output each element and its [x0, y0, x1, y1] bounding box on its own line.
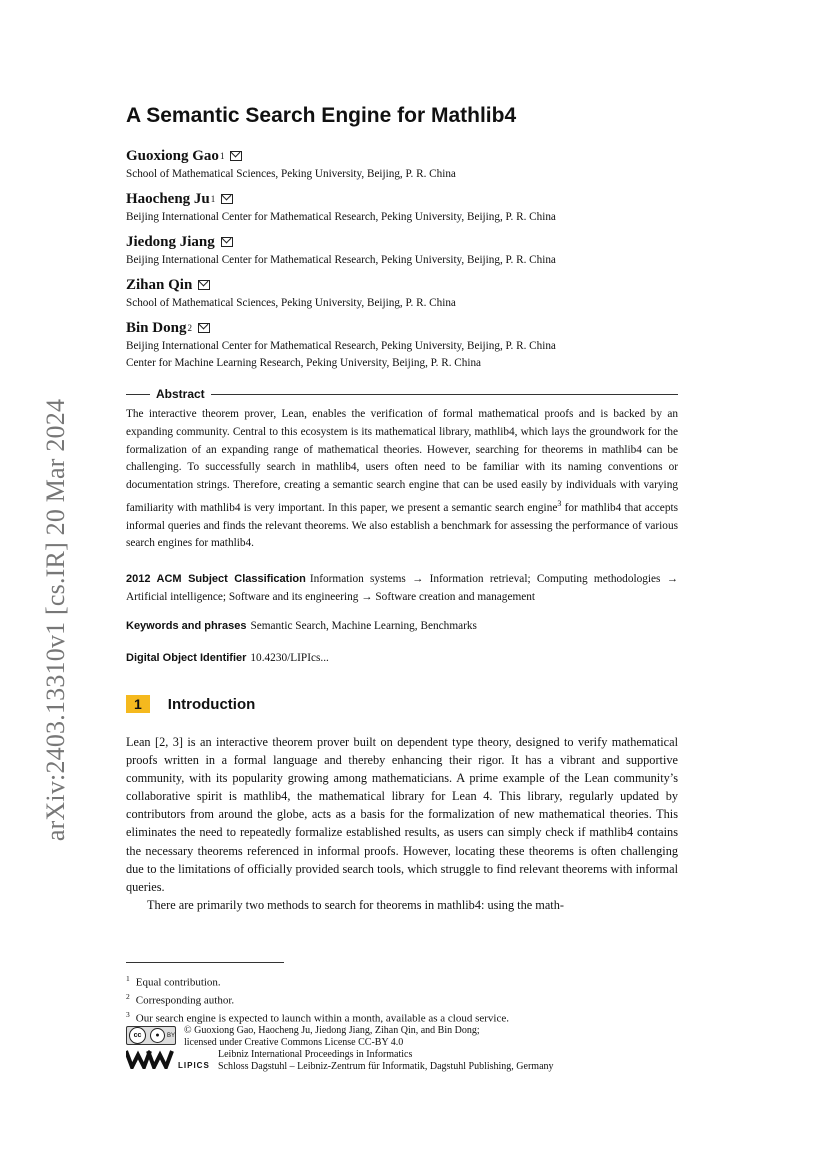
rule-line [126, 394, 150, 395]
author-footnote-mark: 2 [187, 323, 192, 333]
footnote-mark: 3 [557, 498, 562, 508]
section-number: 1 [126, 695, 150, 713]
footnote-text: Corresponding author. [135, 994, 235, 1007]
section-title: Introduction [167, 695, 256, 713]
cc-icon: cc [129, 1027, 146, 1044]
email-icon[interactable] [230, 151, 242, 161]
lipics-label: LIPICS [178, 1061, 210, 1070]
abstract-body-continued: for mathlib4 that accepts informal queries and finds the relevant theorems. We also establish a benchmark for assessing the performance of various search engines for mathlib4. [126, 501, 679, 550]
author-affiliation: School of Mathematical Sciences, Peking University, Beijing, P. R. China [126, 297, 456, 309]
keywords-text: Semantic Search, Machine Learning, Benchmarks [250, 620, 477, 632]
footnote [126, 972, 678, 990]
author-block [126, 275, 696, 312]
doi-label: Digital Object Identifier [126, 652, 247, 664]
author-block [126, 189, 696, 226]
author-name: Haocheng Ju [126, 190, 210, 207]
doi [126, 650, 678, 668]
author-name: Bin Dong [126, 319, 187, 336]
footnote-mark: 1 [126, 974, 130, 983]
author-block [126, 232, 696, 269]
arxiv-sidebar [36, 0, 76, 1171]
author-name: Jiedong Jiang [126, 233, 215, 250]
keywords [126, 618, 678, 636]
doi-text: 10.4230/LIPIcs... [250, 652, 329, 664]
abstract-heading [126, 387, 678, 401]
author-affiliation: Beijing International Center for Mathematical Research, Peking University, Beijing, P. R. China [126, 340, 556, 352]
lipics-logo-icon [126, 1049, 174, 1069]
author-affiliation: School of Mathematical Sciences, Peking University, Beijing, P. R. China [126, 168, 456, 180]
publisher-line: Schloss Dagstuhl – Leibniz-Zentrum für Informatik, Dagstuhl Publishing, Germany [218, 1060, 554, 1072]
paragraph: Lean [2, 3] is an interactive theorem prover built on dependent type theory, designed to verify mathematical proofs written in a formal language and thereby enhancing their rigor. It has a vibrant and supportive community, with its popularity growing among mathematicians. A prime example of the Lean community’s collaborative spirit is mathlib4, the mathematical library for Lean 4. This library, regularly updated by contributors from around the globe, acts as a basis for the formalization of new mathematical theories. This eliminates the need to repeatedly formalize established results, as users can simply check if mathlib4 contains the necessary theorems referenced in informal proofs. However, locating these theorems is often challenging due to the limitations of officially provided search tools, which struggle to find relevant theorems with informal queries. [126, 735, 678, 894]
acm-text: Information systems → Information retrieval; Computing methodologies → Artificial intelligence; Software and its engineering → Software creation and management [126, 573, 678, 603]
footnotes [126, 972, 678, 1026]
author-footnote-mark: 1 [210, 194, 216, 204]
rule-line [211, 394, 678, 395]
abstract-body: The interactive theorem prover, Lean, enables the verification of formal mathematical proofs and is backed by an expanding community. Central to this ecosystem is its mathematical library, mathlib4, which lays the groundwork for the formalization of an expanding range of mathematical theories. However, searching for theorems in mathlib4 can be challenging. To successfully search in mathlib4, users often need to be familiar with its naming conventions or documentation strings. Therefore, creating a semantic search engine that can be used easily by individuals with varying familiarity with mathlib4 is very important. In this paper, we present a semantic search engine [126, 408, 678, 514]
author-list [126, 146, 696, 378]
license-line: licensed under Creative Commons License CC-BY 4.0 [184, 1036, 404, 1048]
footnote [126, 1008, 678, 1026]
author-block [126, 146, 696, 183]
cc-by-badge-icon[interactable] [126, 1026, 176, 1045]
abstract-text [126, 406, 678, 553]
email-icon[interactable] [198, 280, 210, 290]
arxiv-identifier: arXiv:2403.13310v1 [cs.IR] 20 Mar 2024 [41, 398, 70, 842]
section-heading [126, 695, 255, 713]
by-label: BY [167, 1032, 176, 1039]
license-text [184, 1025, 480, 1048]
author-footnote-mark: 1 [219, 151, 225, 161]
footnote-rule [126, 962, 284, 963]
email-icon[interactable] [221, 194, 233, 204]
author-affiliation: Beijing International Center for Mathematical Research, Peking University, Beijing, P. R. China [126, 211, 556, 223]
footnote-text: Equal contribution. [135, 976, 221, 989]
body-text [126, 733, 678, 914]
author-affiliation: Beijing International Center for Mathematical Research, Peking University, Beijing, P. R. China [126, 254, 556, 266]
author-affiliation: Center for Machine Learning Research, Peking University, Beijing, P. R. China [126, 357, 482, 369]
keywords-label: Keywords and phrases [126, 620, 247, 632]
paper-title: A Semantic Search Engine for Mathlib4 [126, 104, 517, 127]
paragraph: There are primarily two methods to search for theorems in mathlib4: using the math- [147, 897, 564, 912]
person-icon: ● [150, 1028, 165, 1043]
author-name: Zihan Qin [126, 276, 193, 293]
copyright-line: © Guoxiong Gao, Haocheng Ju, Jiedong Jiang, Zihan Qin, and Bin Dong; [184, 1025, 480, 1036]
acm-label: 2012 ACM Subject Classification [126, 573, 306, 585]
author-block [126, 318, 696, 372]
acm-classification [126, 571, 678, 607]
publisher-text [218, 1049, 554, 1072]
footnote [126, 990, 678, 1008]
author-name: Guoxiong Gao [126, 147, 219, 164]
email-icon[interactable] [221, 237, 233, 247]
license-block [126, 1025, 686, 1075]
abstract-label: Abstract [156, 387, 205, 401]
footnote-mark: 3 [126, 1010, 130, 1020]
footnote-mark: 2 [126, 992, 130, 1002]
proceedings-line: Leibniz International Proceedings in Informatics [218, 1049, 413, 1060]
email-icon[interactable] [198, 323, 210, 333]
footnote-text: Our search engine is expected to launch within a month, available as a cloud service. [135, 1012, 510, 1025]
